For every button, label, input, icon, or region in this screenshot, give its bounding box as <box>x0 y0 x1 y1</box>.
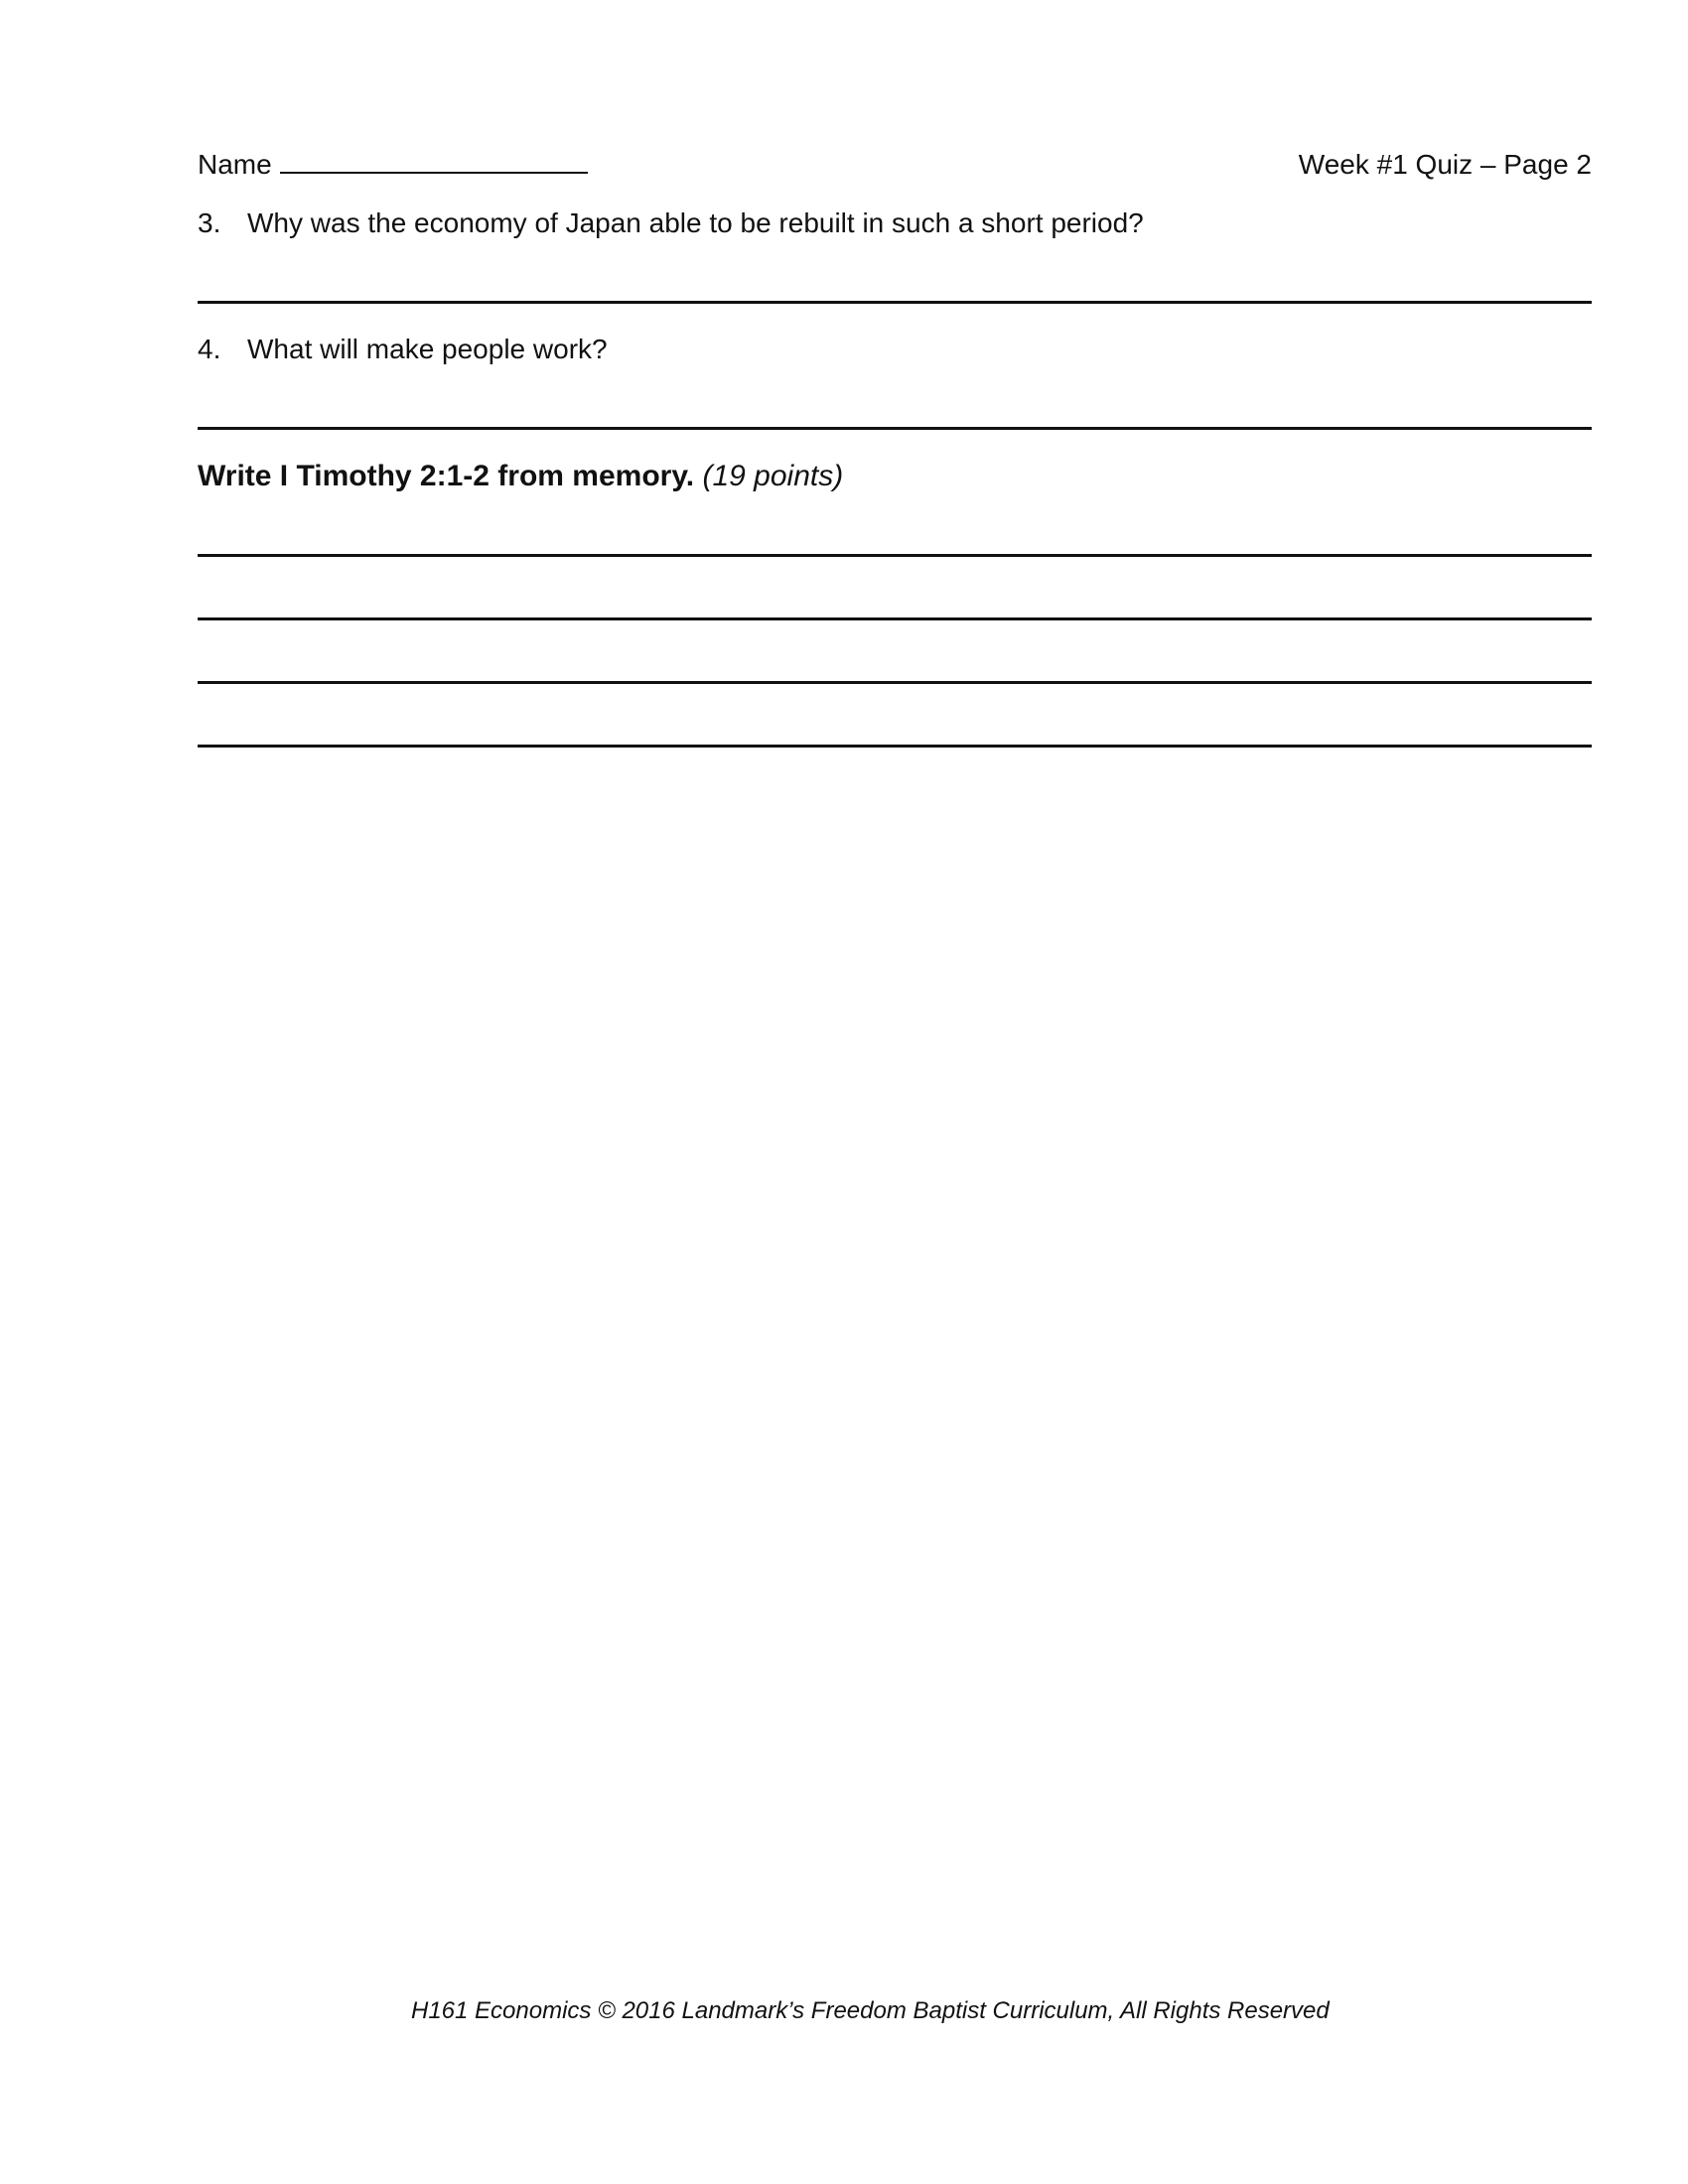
memory-answer-line-2[interactable] <box>198 617 1592 620</box>
question-4-number: 4. <box>198 334 221 364</box>
name-label: Name <box>198 149 272 180</box>
memory-verse-points: (19 points) <box>702 460 844 492</box>
question-4-answer-line[interactable] <box>198 427 1592 430</box>
memory-answer-line-1[interactable] <box>198 554 1592 557</box>
name-blank-line[interactable] <box>280 172 588 174</box>
question-4-text: What will make people work? <box>247 334 608 364</box>
memory-verse-instruction <box>198 459 843 494</box>
page-indicator: Week #1 Quiz – Page 2 <box>1298 149 1592 180</box>
question-3-number: 3. <box>198 207 221 238</box>
copyright-footer: H161 Economics © 2016 Landmark’s Freedom Baptist Curriculum, All Rights Reserved <box>411 1997 1330 2024</box>
name-field <box>198 148 588 182</box>
question-3-answer-line[interactable] <box>198 301 1592 304</box>
question-3-text: Why was the economy of Japan able to be rebuilt in such a short period? <box>247 207 1144 238</box>
memory-answer-line-4[interactable] <box>198 745 1592 748</box>
memory-answer-line-3[interactable] <box>198 681 1592 684</box>
memory-verse-title: Write I Timothy 2:1-2 from memory. <box>198 460 695 492</box>
